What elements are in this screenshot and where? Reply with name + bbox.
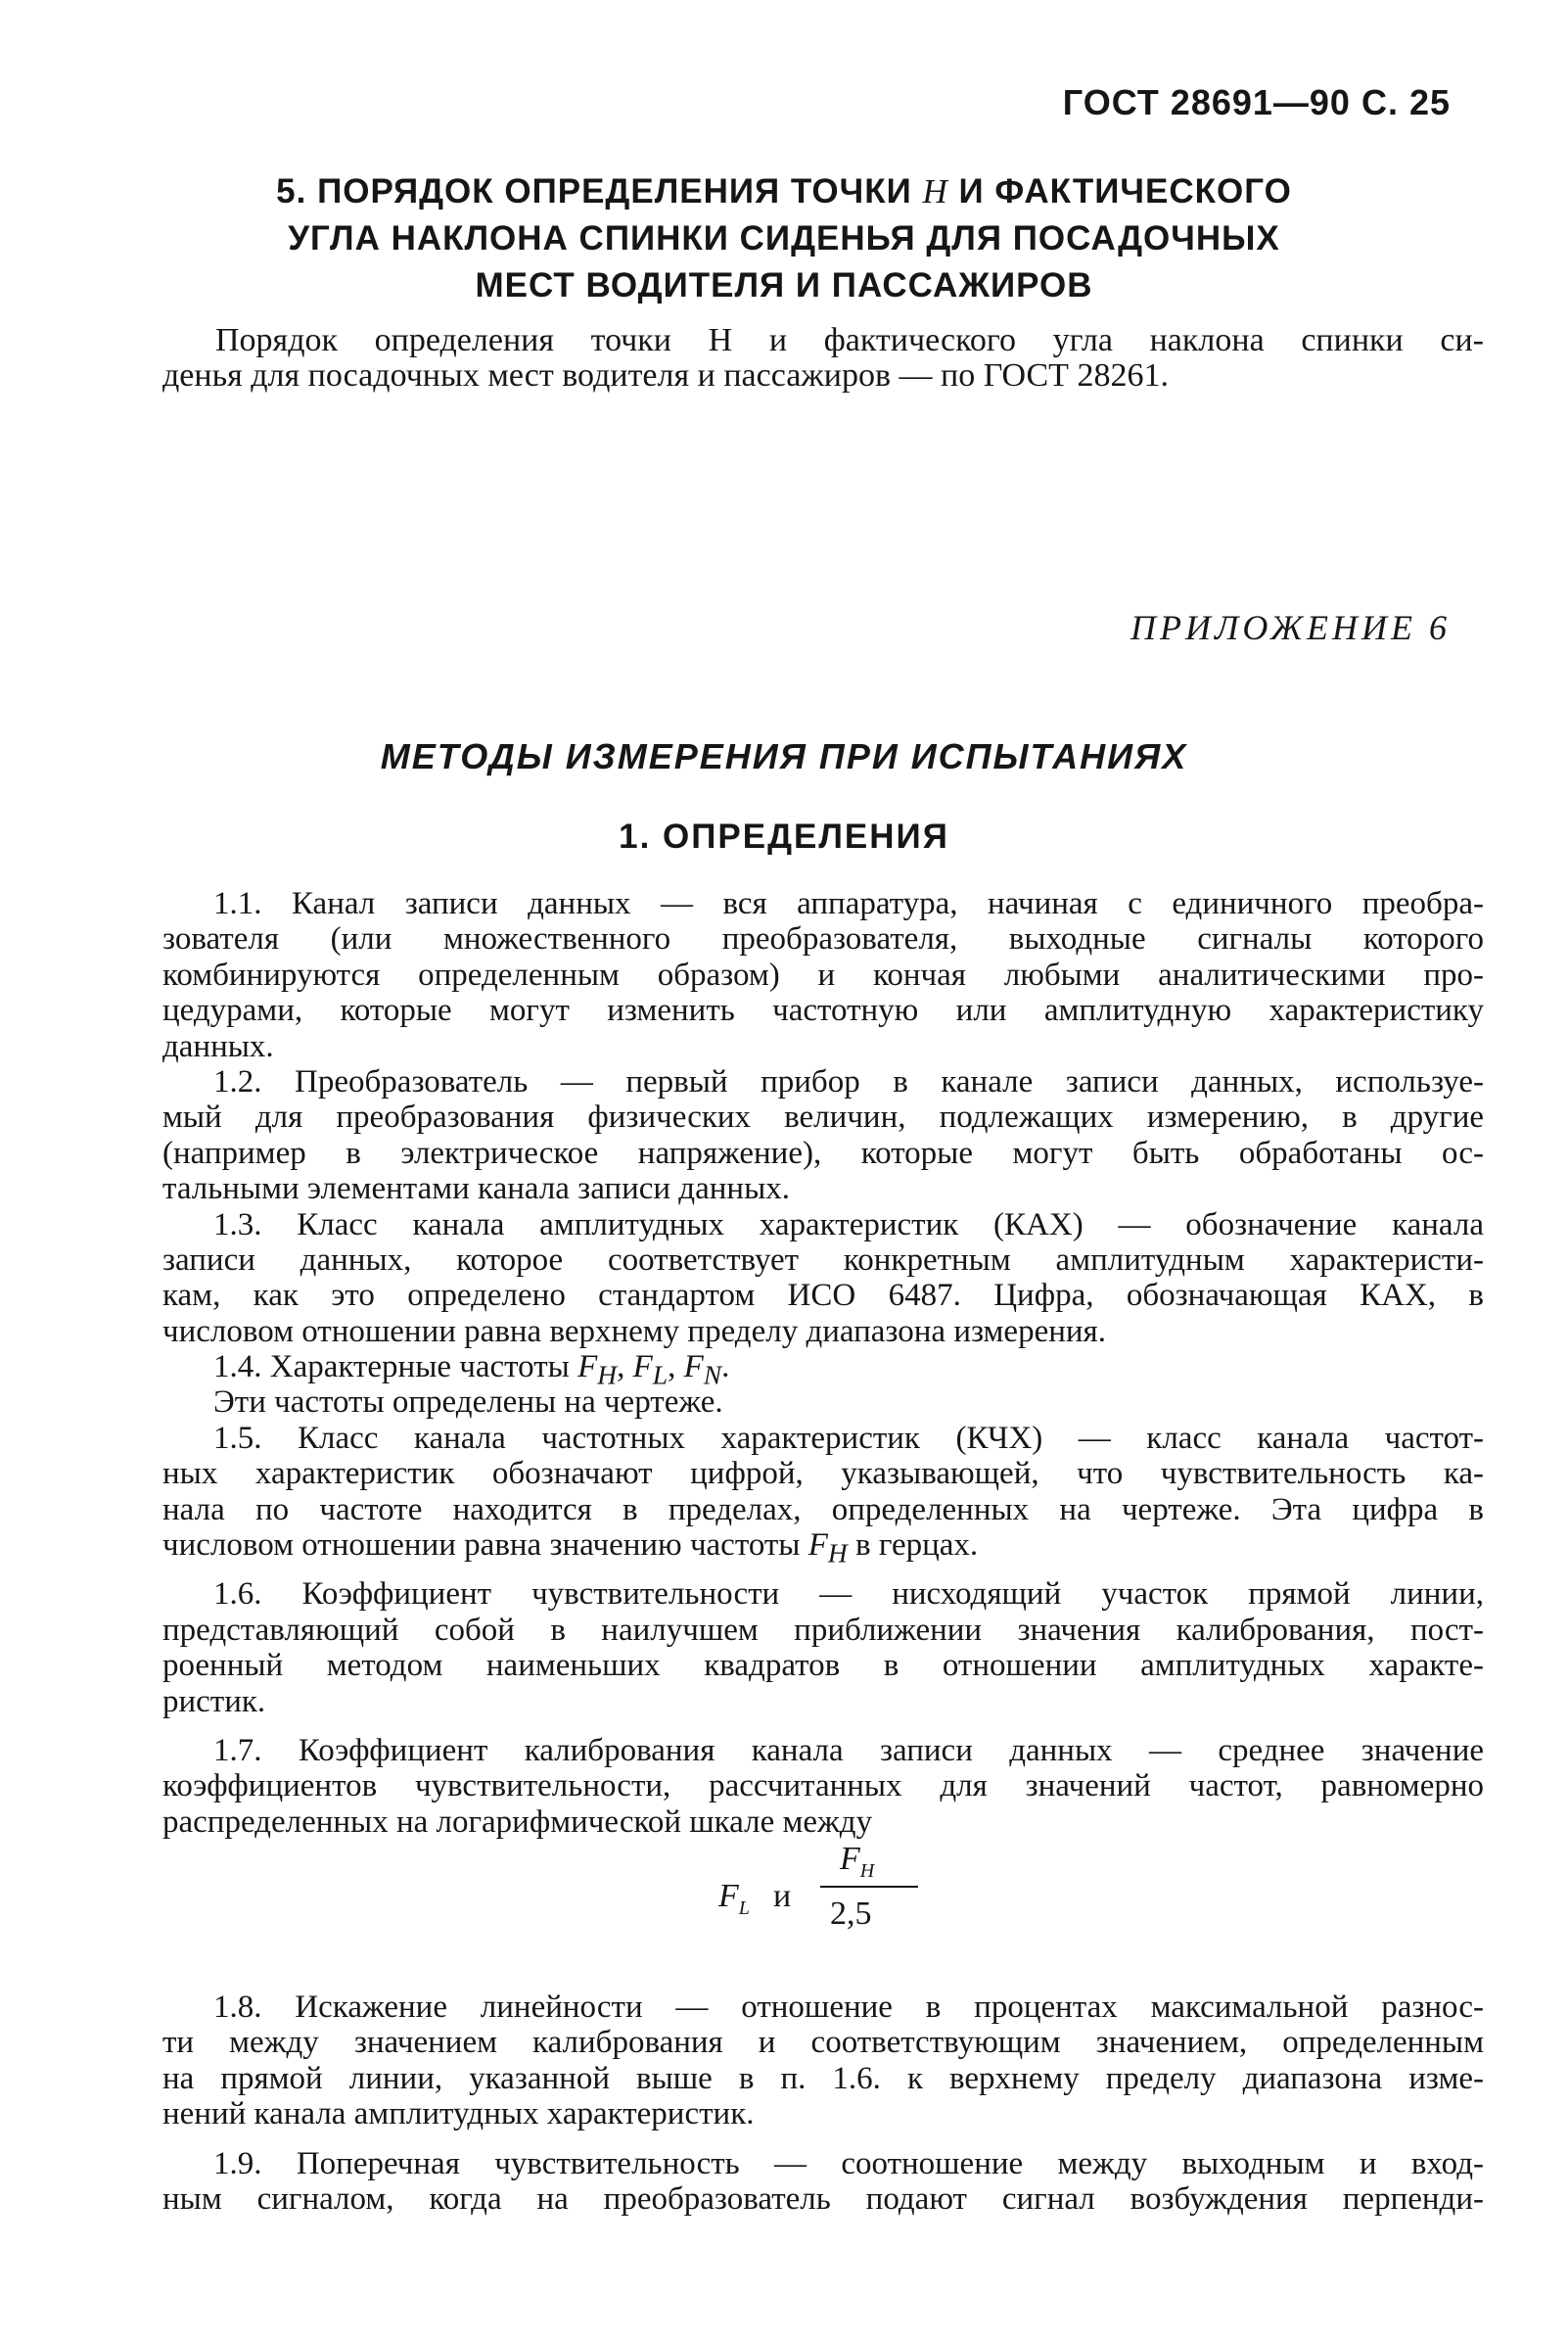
text-line: (например в электрическое напряжение), которые могут быть обработаны ос- (162, 1135, 1484, 1171)
text-line: записи данных, которое соответствует конкретным амплитудным характеристи- (162, 1241, 1484, 1278)
text-line: распределенных на логарифмической шкале между (162, 1803, 873, 1840)
text-line: ристик. (162, 1683, 266, 1719)
symbol-l: L (738, 1896, 750, 1919)
symbol-f: F (840, 1841, 860, 1877)
text-line: 1.6. Коэффициент чувствительности — нисходящий участок прямой линии, (213, 1576, 1484, 1613)
paragraph-line: денья для посадочных мест водителя и пассажиров — по ГОСТ 28261. (162, 357, 1169, 394)
text-line: тальными элементами канала записи данных. (162, 1171, 790, 1207)
frequency-range-formula (705, 1841, 959, 1948)
text-line: ти между значением калибрования и соответствующим значением, определенным (162, 2025, 1484, 2061)
formula-fl (718, 1878, 750, 1920)
text-line: данных. (162, 1028, 274, 1064)
symbol-f: F (718, 1878, 739, 1914)
appendix-label: ПРИЛОЖЕНИЕ 6 (1130, 608, 1451, 647)
text-line: 1.8. Искажение линейности — отношение в процентах максимальной разнос- (213, 1990, 1484, 2025)
text-line: 1.5. Класс канала частотных характеристик (КЧХ) — класс канала частот- (213, 1420, 1484, 1456)
symbol-f: F (807, 1527, 828, 1564)
text-line: коэффициентов чувствительности, рассчитанных для значений частот, равномерно (162, 1768, 1484, 1804)
symbol-l: L (652, 1359, 669, 1390)
section-5-paragraph (162, 323, 1484, 394)
formula-and: и (773, 1878, 792, 1914)
text-line: комбинируются определенным образом) и кончая любыми аналитическими про- (162, 957, 1484, 993)
paragraph-line: Порядок определения точки H и фактического угла наклона спинки си- (215, 322, 1484, 358)
symbol-f: F (683, 1349, 704, 1385)
symbol-f: F (577, 1349, 598, 1385)
section-5-title-line-2: УГЛА НАКЛОНА СПИНКИ СИДЕНЬЯ ДЛЯ ПОСАДОЧНЫХ (288, 219, 1280, 258)
text-part: 1.4. Характерные частоты (213, 1349, 570, 1385)
symbol-h: H (827, 1537, 848, 1568)
section-5-title-line-1 (196, 168, 1372, 215)
section-5-title (196, 168, 1372, 309)
running-head: ГОСТ 28691—90 С. 25 (1062, 82, 1451, 122)
frequency-fh-line (162, 1527, 1484, 1568)
text-part: в герцах. (855, 1527, 979, 1564)
symbol-f: F (632, 1349, 653, 1385)
definitions-text (162, 886, 1484, 1840)
methods-title: МЕТОДЫ ИЗМЕРЕНИЯ ПРИ ИСПЫТАНИЯХ (380, 736, 1188, 776)
text-line: числовом отношении равна верхнему пределу диапазона измерения. (162, 1313, 1106, 1349)
formula-denominator: 2,5 (830, 1896, 872, 1932)
text-line: 1.7. Коэффициент калибрования канала записи данных — среднее значение (213, 1732, 1484, 1768)
text-line: нений канала амплитудных характеристик. (162, 2096, 755, 2132)
text-line: зователя (или множественного преобразователя, выходные сигналы которого (162, 921, 1484, 958)
text-line: Эти частоты определены на чертеже. (213, 1384, 723, 1421)
text-line: 1.3. Класс канала амплитудных характеристик (КАХ) — обозначение канала (213, 1206, 1484, 1242)
text-line: мый для преобразования физических величин, подлежащих измерению, в другие (162, 1100, 1484, 1136)
title-part: 5. ПОРЯДОК ОПРЕДЕЛЕНИЯ ТОЧКИ (276, 172, 923, 211)
text-line: 1.9. Поперечная чувствительность — соотношение между выходным и вход- (213, 2145, 1484, 2181)
text-line: представляющий собой в наилучшем приближении значения калибрования, пост- (162, 1612, 1484, 1648)
text-line: на прямой линии, указанной выше в п. 1.6. к верхнему пределу диапазона изме- (162, 2060, 1484, 2096)
title-part: И ФАКТИЧЕСКОГО (947, 172, 1292, 211)
text-line: кам, как это определено стандартом ИСО 6487. Цифра, обозначающая КАХ, в (162, 1278, 1484, 1314)
text-line: цедурами, которые могут изменить частотную или амплитудную характеристику (162, 993, 1484, 1029)
symbol-h: H (859, 1859, 875, 1882)
definitions-text-continued (162, 1990, 1484, 2217)
text-line: роенный методом наименьших квадратов в отношении амплитудных характе- (162, 1648, 1484, 1684)
separator: , (668, 1349, 684, 1385)
text-line: ным сигналом, когда на преобразователь подают сигнал возбуждения перпенди- (162, 2180, 1484, 2217)
formula-numerator (840, 1841, 874, 1883)
symbol-h: H (597, 1359, 618, 1390)
text-line: 1.2. Преобразователь — первый прибор в канале записи данных, используе- (213, 1063, 1484, 1100)
text-part: числовом отношении равна значению частоты (162, 1527, 801, 1564)
text-line: ных характеристик обозначают цифрой, указывающей, что чувствительность ка- (162, 1456, 1484, 1492)
section-5-title-line-3: МЕСТ ВОДИТЕЛЯ И ПАССАЖИРОВ (475, 266, 1093, 304)
point-h-symbol: H (922, 172, 948, 211)
characteristic-frequencies-line: 1.4. Характерные частоты $F_H$, $F_L$, $F_N$. (213, 1349, 730, 1390)
fraction-bar (820, 1886, 918, 1888)
definitions-subtitle: 1. ОПРЕДЕЛЕНИЯ (619, 818, 949, 856)
separator: , (617, 1349, 633, 1385)
symbol-n: N (703, 1359, 722, 1390)
text-line: нала по частоте находится в пределах, определенных на чертеже. Эта цифра в (162, 1491, 1484, 1527)
text-line: 1.1. Канал записи данных — вся аппаратура, начиная с единичного преобра- (213, 886, 1484, 921)
